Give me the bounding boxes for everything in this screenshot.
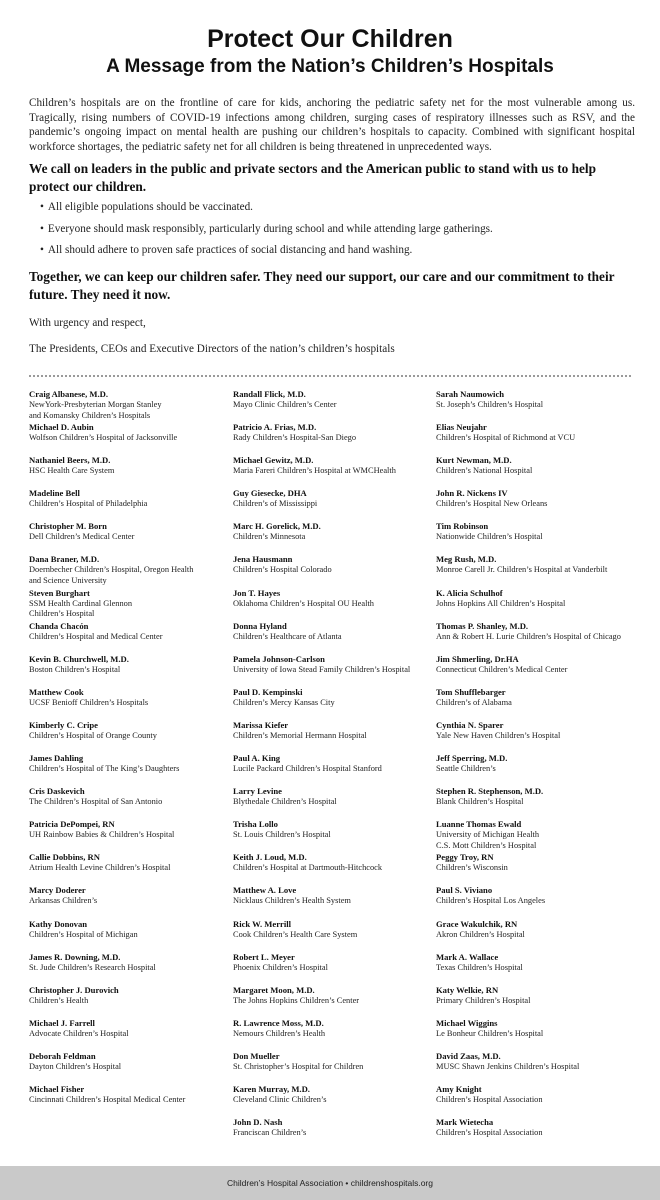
signatory-entry — [29, 852, 229, 885]
signatory-organization: Children’s Hospital Colorado — [233, 565, 332, 575]
signatory-entry — [29, 919, 229, 952]
signatory-organization: Children’s National Hospital — [436, 466, 533, 476]
signatory-entry — [436, 422, 636, 455]
signatory-organization: Primary Children’s Hospital — [436, 995, 531, 1005]
footer-text: Children’s Hospital Association • childrenshospitals.org — [227, 1178, 433, 1188]
signatory-name: David Zaas, M.D. — [436, 1050, 501, 1061]
signatory-organization: Franciscan Children’s — [233, 1128, 307, 1138]
signatory-name: Kathy Donovan — [29, 918, 88, 929]
signatory-name: Paul S. Viviano — [436, 885, 493, 896]
signatory-entry — [233, 654, 433, 687]
signatory-entry — [29, 1051, 229, 1084]
list-item: • All should adhere to proven safe practices of social distancing and hand washing. — [40, 244, 413, 256]
signatory-name: Jeff Sperring, M.D. — [436, 753, 508, 764]
signatory-organization: St. Christopher’s Hospital for Children — [233, 1061, 364, 1071]
signatory-organization: Seattle Children’s — [436, 764, 496, 774]
signatory-name: Patricia DePompei, RN — [29, 819, 115, 830]
signatory-name: James R. Downing, M.D. — [29, 951, 121, 962]
signatory-entry — [436, 1117, 636, 1150]
signatory-name: Michael Fisher — [29, 1083, 85, 1094]
signatory-entry — [233, 720, 433, 753]
signatory-name: Stephen R. Stephenson, M.D. — [436, 786, 544, 797]
list-item: • Everyone should mask responsibly, particularly during school and while attending large gatherings. — [40, 222, 493, 235]
signatory-organization: Children’s Minnesota — [233, 532, 306, 542]
signatory-name: Paul A. King — [233, 753, 281, 764]
signatory-organization: Akron Children’s Hospital — [436, 929, 525, 939]
signatory-name: Michael Wiggins — [436, 1017, 498, 1028]
signatory-name: Deborah Feldman — [29, 1050, 96, 1061]
signatory-entry — [436, 919, 636, 952]
signatory-name: Grace Wakulchik, RN — [436, 918, 518, 929]
signatory-name: James Dahling — [29, 753, 84, 764]
signatory-entry — [233, 521, 433, 554]
signatory-organization: Children’s Hospital Association — [436, 1094, 543, 1104]
signatory-organization: Cook Children’s Health Care System — [233, 929, 358, 939]
signatory-name: Tom Shufflebarger — [436, 686, 506, 697]
signatory-name: Matthew Cook — [29, 686, 84, 697]
closing-salutation: With urgency and respect, — [29, 317, 146, 329]
signatory-organization: Children’s Health — [29, 995, 89, 1005]
signatory-organization: Atrium Health Levine Children’s Hospital — [29, 863, 171, 873]
signatory-entry — [436, 654, 636, 687]
signatory-entry — [436, 786, 636, 819]
signatory-organization: University of Michigan Health C.S. Mott Children’s Hospital — [436, 830, 540, 850]
signers-line: The Presidents, CEOs and Executive Directors of the nation’s children’s hospitals — [29, 343, 395, 355]
page-subtitle: A Message from the Nation’s Children’s Hospitals — [106, 56, 554, 77]
signatory-organization: Cincinnati Children’s Hospital Medical Center — [29, 1094, 186, 1104]
signatory-name: Kimberly C. Cripe — [29, 719, 98, 730]
signatory-entry — [233, 488, 433, 521]
signatory-organization: Johns Hopkins All Children’s Hospital — [436, 598, 566, 608]
signatories-column-3 — [436, 389, 636, 1150]
signatory-organization: Texas Children’s Hospital — [436, 962, 523, 972]
signatory-organization: Children’s Hospital of Michigan — [29, 929, 138, 939]
signatory-organization: Children’s Wisconsin — [436, 863, 508, 873]
signatory-name: Chanda Chacón — [29, 620, 89, 631]
signatory-entry — [436, 621, 636, 654]
signatory-entry — [29, 819, 229, 852]
signatory-organization: Phoenix Children’s Hospital — [233, 962, 328, 972]
signatory-entry — [29, 720, 229, 753]
signatory-entry — [436, 720, 636, 753]
signatory-name: Steven Burghart — [29, 587, 90, 598]
signatory-entry — [436, 1084, 636, 1117]
signatory-name: Thomas P. Shanley, M.D. — [436, 620, 529, 631]
call-to-action: We call on leaders in the public and private sectors and the American public to stand with us to help protect our children. — [29, 161, 597, 194]
signatory-organization: Dell Children’s Medical Center — [29, 532, 135, 542]
signatory-entry — [233, 753, 433, 786]
signatory-organization: Le Bonheur Children’s Hospital — [436, 1028, 544, 1038]
signatory-organization: UCSF Benioff Children’s Hospitals — [29, 697, 149, 707]
signatory-name: John R. Nickens IV — [436, 488, 508, 499]
signatory-entry — [29, 687, 229, 720]
signatory-name: Tim Robinson — [436, 521, 489, 532]
signatory-entry — [436, 952, 636, 985]
signatories-column-2 — [233, 389, 433, 1150]
signatory-entry — [29, 985, 229, 1018]
signatory-entry — [436, 554, 636, 587]
signatory-name: Marcy Doderer — [29, 885, 86, 896]
signatory-entry — [233, 919, 433, 952]
dotted-divider — [29, 375, 631, 377]
signatory-entry — [233, 819, 433, 852]
signatory-entry — [29, 654, 229, 687]
signatory-organization: Children’s Hospital of Philadelphia — [29, 499, 148, 509]
signatory-entry — [29, 554, 229, 587]
signatory-name: Jon T. Hayes — [233, 587, 281, 598]
signatory-name: Katy Welkie, RN — [436, 984, 499, 995]
signatory-name: Paul D. Kempinski — [233, 686, 303, 697]
signatory-name: K. Alicia Schulhof — [436, 587, 503, 598]
signatory-organization: Oklahoma Children’s Hospital OU Health — [233, 598, 374, 608]
signatory-entry — [436, 389, 636, 422]
signatory-entry — [436, 852, 636, 885]
signatory-entry — [233, 621, 433, 654]
signatory-name: Nathaniel Beers, M.D. — [29, 455, 111, 466]
signatory-organization: Children’s Memorial Hermann Hospital — [233, 730, 367, 740]
signatory-name: Pamela Johnson-Carlson — [233, 653, 325, 664]
signatory-entry — [29, 952, 229, 985]
signatory-name: Christopher M. Born — [29, 521, 107, 532]
signatory-organization: Connecticut Children’s Medical Center — [436, 664, 568, 674]
signatory-organization: Children’s of Alabama — [436, 697, 512, 707]
signatory-entry — [436, 455, 636, 488]
signatory-organization: St. Jude Children’s Research Hospital — [29, 962, 156, 972]
bullet-icon: • — [40, 244, 44, 256]
signatory-entry — [233, 952, 433, 985]
signatory-organization: Children’s Hospital of Richmond at VCU — [436, 433, 576, 443]
signatory-organization: Ann & Robert H. Lurie Children’s Hospital of Chicago — [436, 631, 621, 641]
signatory-organization: Children’s Hospital of Orange County — [29, 730, 157, 740]
signatory-entry — [233, 1084, 433, 1117]
signatory-organization: Lucile Packard Children’s Hospital Stanford — [233, 764, 382, 774]
signatory-organization: The Children’s Hospital of San Antonio — [29, 797, 163, 807]
signatory-organization: Children’s Hospital Los Angeles — [436, 896, 546, 906]
signatory-entry — [436, 1018, 636, 1051]
signatory-organization: Mayo Clinic Children’s Center — [233, 400, 337, 409]
signatory-name: Cris Daskevich — [29, 786, 85, 797]
signatory-organization: Maria Fareri Children’s Hospital at WMCHealth — [233, 466, 396, 476]
signatory-organization: Rady Children’s Hospital-San Diego — [233, 433, 357, 443]
signatory-entry — [233, 985, 433, 1018]
signatory-organization: Nationwide Children’s Hospital — [436, 532, 543, 542]
signatory-organization: Blank Children’s Hospital — [436, 797, 524, 807]
signatory-organization: St. Joseph’s Children’s Hospital — [436, 400, 544, 409]
signatory-name: Karen Murray, M.D. — [233, 1083, 310, 1094]
signatory-name: Madeline Bell — [29, 488, 80, 499]
signatory-name: Matthew A. Love — [233, 885, 297, 896]
signatory-name: Guy Giesecke, DHA — [233, 488, 307, 499]
signatory-entry — [29, 455, 229, 488]
together-statement: Together, we can keep our children safer. They need our support, our care and our commitment to their future. They need it now. — [29, 269, 615, 302]
signatory-entry — [29, 389, 229, 422]
signatory-organization: Children’s Hospital at Dartmouth-Hitchcock — [233, 863, 383, 873]
signatory-name: Larry Levine — [233, 786, 282, 797]
signatory-name: Marissa Kiefer — [233, 719, 289, 730]
signatory-entry — [233, 1117, 433, 1150]
signatory-entry — [233, 389, 433, 422]
signatory-name: Mark A. Wallace — [436, 951, 499, 962]
signatory-entry — [436, 985, 636, 1018]
signatory-organization: NewYork-Presbyterian Morgan Stanley and Komansky Children’s Hospitals — [29, 400, 162, 420]
signatory-organization: Blythedale Children’s Hospital — [233, 797, 337, 807]
signatory-name: Kevin B. Churchwell, M.D. — [29, 653, 129, 664]
signatory-name: Michael Gewitz, M.D. — [233, 455, 314, 466]
signatory-organization: UH Rainbow Babies & Children’s Hospital — [29, 830, 175, 840]
signatory-entry — [29, 786, 229, 819]
signatory-name: Rick W. Merrill — [233, 918, 291, 929]
signatory-entry — [29, 885, 229, 918]
signatory-organization: Children’s Hospital of The King’s Daughters — [29, 764, 180, 774]
signatory-entry — [233, 1018, 433, 1051]
signatory-name: Michael D. Aubin — [29, 422, 94, 433]
signatory-entry — [233, 687, 433, 720]
signatory-organization: Children’s Mercy Kansas City — [233, 697, 335, 707]
signatory-name: Margaret Moon, M.D. — [233, 984, 315, 995]
signatory-organization: MUSC Shawn Jenkins Children’s Hospital — [436, 1061, 580, 1071]
signatory-organization: St. Louis Children’s Hospital — [233, 830, 331, 840]
signatory-name: John D. Nash — [233, 1117, 283, 1128]
signatory-organization: Children’s Healthcare of Atlanta — [233, 631, 342, 641]
signatory-organization: Arkansas Children’s — [29, 896, 98, 906]
signatory-entry — [29, 1018, 229, 1051]
signatory-name: Michael J. Farrell — [29, 1017, 95, 1028]
signatory-organization: Children’s Hospital and Medical Center — [29, 631, 163, 641]
signatory-entry — [436, 753, 636, 786]
signatory-organization: Children’s of Mississippi — [233, 499, 318, 509]
signatory-organization: HSC Health Care System — [29, 466, 115, 476]
signatory-entry — [436, 687, 636, 720]
signatory-entry — [233, 1051, 433, 1084]
page-title: Protect Our Children — [207, 25, 453, 53]
signatory-organization: Doernbecher Children’s Hospital, Oregon Health and Science University — [29, 565, 194, 585]
list-item: • All eligible populations should be vaccinated. — [40, 201, 253, 213]
signatory-organization: SSM Health Cardinal Glennon Children’s Hospital — [29, 598, 133, 619]
signatory-name: Marc H. Gorelick, M.D. — [233, 521, 321, 532]
signatory-entry — [29, 1084, 229, 1117]
signatory-entry — [29, 521, 229, 554]
signatory-entry — [436, 588, 636, 621]
signatory-name: Craig Albanese, M.D. — [29, 389, 109, 399]
signatory-name: Callie Dobbins, RN — [29, 852, 100, 863]
signatories-column-1 — [29, 389, 229, 1117]
signatory-entry — [436, 819, 636, 852]
intro-paragraph: Children’s hospitals are on the frontline of care for kids, anchoring the pediatric safety net for the most vulnerable among us. Tragically, rising numbers of COVID-19 infections among children, surging cases of respiratory illnesses such as RSV, and the pandemic’s ongoing impact on mental health are pushing our children’s hospitals to capacity. Combined with significant hospital workforce shortages, the pediatric safety net for all children is being threatened in unprecedented ways. — [29, 97, 635, 153]
signatory-organization: Nicklaus Children’s Health System — [233, 896, 351, 906]
signatory-name: Kurt Newman, M.D. — [436, 455, 512, 466]
signatory-organization: Children’s Hospital Association — [436, 1128, 543, 1138]
signatory-name: Peggy Troy, RN — [436, 852, 494, 863]
signatory-name: R. Lawrence Moss, M.D. — [233, 1017, 324, 1028]
signatory-name: Patricio A. Frias, M.D. — [233, 422, 317, 433]
signatory-organization: Advocate Children’s Hospital — [29, 1028, 129, 1038]
signatory-name: Meg Rush, M.D. — [436, 554, 497, 565]
signatory-entry — [436, 488, 636, 521]
signatory-entry — [233, 852, 433, 885]
signatory-name: Keith J. Loud, M.D. — [233, 852, 307, 863]
signatory-name: Luanne Thomas Ewald — [436, 819, 522, 830]
signatory-entry — [436, 1051, 636, 1084]
signatory-organization: Monroe Carell Jr. Children’s Hospital at Vanderbilt — [436, 565, 608, 575]
signatory-organization: University of Iowa Stead Family Children’s Hospital — [233, 664, 411, 674]
signatory-entry — [233, 554, 433, 587]
signatory-name: Don Mueller — [233, 1050, 280, 1061]
signatory-name: Sarah Naumowich — [436, 389, 505, 399]
signatory-name: Robert L. Meyer — [233, 951, 295, 962]
bullet-icon: • — [40, 222, 44, 235]
signatory-organization: Cleveland Clinic Children’s — [233, 1094, 327, 1104]
signatory-entry — [436, 521, 636, 554]
signatory-entry — [29, 753, 229, 786]
signatory-name: Cynthia N. Sparer — [436, 719, 504, 730]
signatory-name: Trisha Lollo — [233, 819, 278, 830]
signatory-organization: Dayton Children’s Hospital — [29, 1061, 122, 1071]
signatory-entry — [233, 588, 433, 621]
signatory-entry — [233, 786, 433, 819]
signatory-organization: The Johns Hopkins Children’s Center — [233, 995, 360, 1005]
signatory-entry — [29, 488, 229, 521]
signatory-organization: Nemours Children’s Health — [233, 1028, 326, 1038]
signatory-organization: Wolfson Children’s Hospital of Jacksonville — [29, 433, 178, 443]
signatory-name: Christopher J. Durovich — [29, 984, 119, 995]
recommendation-list — [40, 200, 635, 265]
signatory-name: Jena Hausmann — [233, 554, 293, 565]
signatory-entry — [233, 455, 433, 488]
bullet-icon: • — [40, 201, 44, 213]
signatory-name: Jim Shmerling, Dr.HA — [436, 653, 519, 664]
signatory-entry — [233, 885, 433, 918]
signatory-entry — [233, 422, 433, 455]
signatory-entry — [29, 588, 229, 621]
signatory-organization: Boston Children’s Hospital — [29, 664, 121, 674]
signatory-name: Amy Knight — [436, 1083, 482, 1094]
footer-bar — [0, 1166, 660, 1200]
signatory-name: Donna Hyland — [233, 620, 287, 631]
signatory-name: Dana Braner, M.D. — [29, 554, 100, 565]
signatory-name: Mark Wietecha — [436, 1117, 494, 1128]
signatory-name: Randall Flick, M.D. — [233, 389, 306, 399]
signatory-entry — [436, 885, 636, 918]
signatory-entry — [29, 422, 229, 455]
signatory-entry — [29, 621, 229, 654]
signatory-organization: Yale New Haven Children’s Hospital — [436, 730, 561, 740]
signatory-organization: Children’s Hospital New Orleans — [436, 499, 548, 509]
signatory-name: Elias Neujahr — [436, 422, 487, 433]
